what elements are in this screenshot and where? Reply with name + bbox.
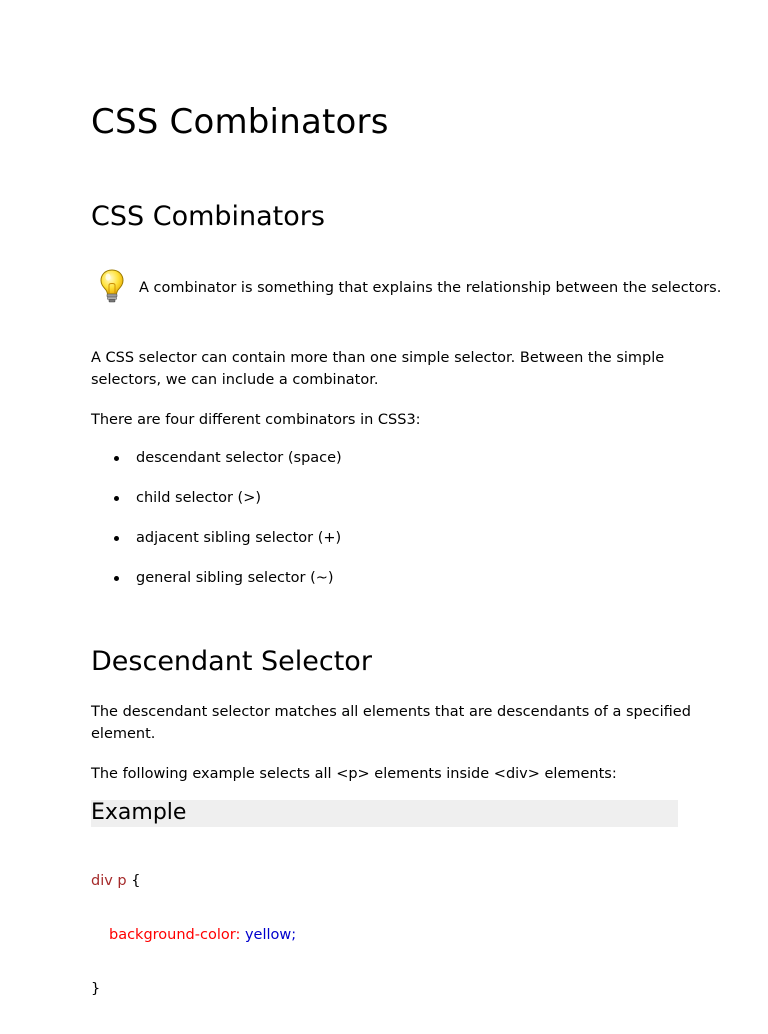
code-line xyxy=(91,872,296,890)
code-selector: div p xyxy=(91,873,127,889)
list-item: child selector (>) xyxy=(91,487,342,527)
note-callout xyxy=(98,266,738,306)
example-title: Example xyxy=(91,800,187,825)
descendant-example-intro: The following example selects all <p> elements inside <div> elements: xyxy=(91,766,617,782)
descendant-paragraph: The descendant selector matches all elements that are descendants of a specified element. xyxy=(91,704,691,742)
code-open-brace: { xyxy=(126,873,141,889)
code-property: background-color: xyxy=(109,927,241,943)
page-title: CSS Combinators xyxy=(91,102,389,142)
bullet-icon xyxy=(114,456,119,461)
list-item: general sibling selector (~) xyxy=(91,567,342,607)
list-intro: There are four different combinators in CSS3: xyxy=(91,412,421,428)
list-item: descendant selector (space) xyxy=(91,447,342,487)
intro-paragraph: A CSS selector can contain more than one simple selector. Between the simple selectors, we can include a combinator. xyxy=(91,350,665,388)
lightbulb-icon xyxy=(98,268,126,304)
code-value: yellow; xyxy=(240,927,297,943)
bullet-icon xyxy=(114,576,119,581)
descendant-heading: Descendant Selector xyxy=(91,646,372,677)
list-item: adjacent sibling selector (+) xyxy=(91,527,342,567)
code-example xyxy=(91,836,296,1034)
bullet-icon xyxy=(114,536,119,541)
section-heading: CSS Combinators xyxy=(91,201,325,232)
bullet-icon xyxy=(114,496,119,501)
example-header xyxy=(91,800,678,827)
code-line xyxy=(91,980,296,998)
code-line xyxy=(91,926,296,944)
note-text: A combinator is something that explains the relationship between the selectors. xyxy=(139,280,722,296)
combinator-list xyxy=(91,447,342,607)
code-close-brace: } xyxy=(91,981,101,997)
